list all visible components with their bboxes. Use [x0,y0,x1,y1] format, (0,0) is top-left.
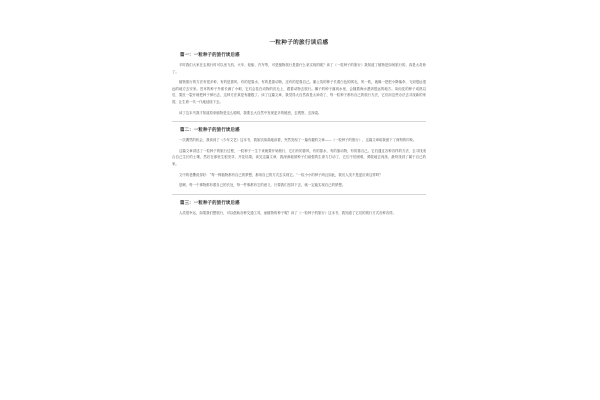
paragraph: 一次偶然的机会，我读到了《少年文艺》这本书，我如饥似渴地读着，突然发现了一篇有趣的文章——《一粒种子的旅行》，这篇文章给我留下了深刻的印象。 [179,138,417,143]
section-heading: 篇二：一粒种子的旅行读后感 [180,128,240,134]
paragraph: 植物旅行的方法有很多种，有的是靠风，有的是靠水，有的是靠动物，还有的是靠自己。蒲公英的种子长着白色的绒毛，风一吹，就像一把把小降落伞，飞到很远很远的地方去安家。苍耳的种子外面长满了小刺，它们会挂在动物的皮毛上，跟着动物去旅行。椰子的种子落到水里，会随着海水漂到很远的地方。凤仙花的种子成熟以后，果皮一裂开就把种子弹出去，这种方法真是有趣极了。读了这篇文章，我觉得大自然真是太神奇了，每一粒种子都有自己的旅行方法，它们用这些办法去寻找新的家园，让生命一代一代地延续下去。 [172,80,426,104]
section-2 [172,127,426,189]
section-1 [172,52,426,116]
document-body [172,38,426,220]
section-heading: 篇一：一粒种子的旅行读后感 [180,53,240,58]
paragraph: 读了这本书我才知道原来植物是这么聪明，我要去大自然中发现更多的秘密，去观察，去探索。 [179,110,322,115]
section-heading: 篇三：一粒种子的旅行读后感 [180,200,240,206]
paragraph: 这篇文章讲述了一粒种子的旅行过程，一粒种子一生下来就要开始旅行，它们有的靠风，有的靠水，有的靠动物，有的靠自己。它们通过各种各样的方法，去寻找适合自己生长的土壤，然后在那里生根发芽，开花结果。读完这篇文章，我深深地被种子们顽强的生命力打动了，它们不怕困难，勇敢地去闯荡，最终找到了属于自己的家。 [172,148,426,166]
section-divider [172,194,426,195]
paragraph: 人类很幸运，如果我们想旅行，可以借助各种交通工具，而植物的种子呢？读了《一粒种子的旅行》这本书，我知道了它们的旅行方式各种各样。 [179,210,396,215]
paragraph: 文中的老鹰说得好：“每一株植物都有自己的梦想，都用自己的方式去实现它。”一粒小小的种子尚且如此，我们人类不是更应该这样吗？ [179,172,383,177]
paragraph: 是啊，每一个事物都有着自己的长处，每一件事都有它的意义，只要我们坚持下去，就一定能实现自己的梦想。 [179,183,346,188]
section-3 [172,200,426,217]
document-title: 一粒种子的旅行读后感 [269,40,329,46]
section-divider [172,121,426,122]
paragraph: 平时我们大家在去旅行时可以坐飞机、火车、轮船、汽车等，可是植物旅行是靠什么来实现的呢？读了《一粒种子的旅行》我知道了植物是如何旅行的，真是太奇妙了。 [172,63,426,74]
